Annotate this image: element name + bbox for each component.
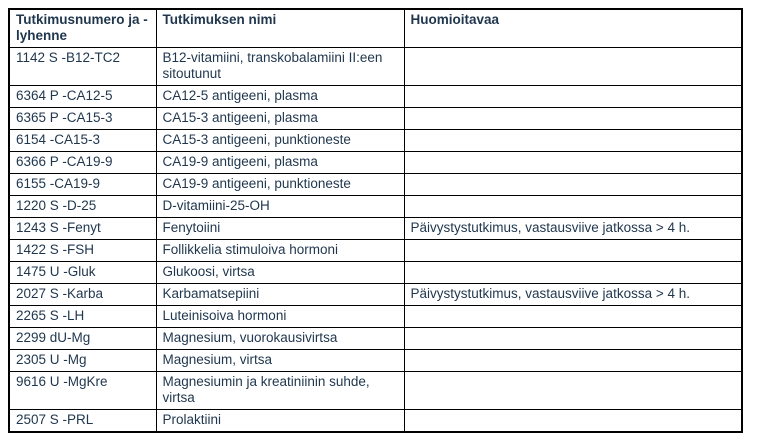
table-row [9, 262, 742, 284]
cell-name: CA19-9 antigeeni, punktioneste [156, 174, 404, 196]
cell-code: 6154 -CA15-3 [9, 130, 156, 152]
table-header-row [9, 9, 742, 48]
cell-name: CA15-3 antigeeni, plasma [156, 108, 404, 130]
table-row [9, 130, 742, 152]
cell-name: Magnesium, vuorokausivirtsa [156, 328, 404, 350]
table-row [9, 410, 742, 433]
table-row [9, 328, 742, 350]
table-row [9, 306, 742, 328]
cell-code: 1220 S -D-25 [9, 196, 156, 218]
cell-name: CA15-3 antigeeni, punktioneste [156, 130, 404, 152]
table-row [9, 48, 742, 86]
cell-name: Karbamatsepiini [156, 284, 404, 306]
cell-note [404, 86, 742, 108]
header-tutkimusnumero: Tutkimusnumero ja -lyhenne [9, 9, 156, 48]
table-row [9, 108, 742, 130]
table-row [9, 372, 742, 410]
cell-name: CA19-9 antigeeni, plasma [156, 152, 404, 174]
cell-note: Päivystystutkimus, vastausviive jatkossa > 4 h. [404, 284, 742, 306]
cell-note [404, 350, 742, 372]
cell-note: Päivystystutkimus, vastausviive jatkossa > 4 h. [404, 218, 742, 240]
table-row [9, 350, 742, 372]
cell-code: 6155 -CA19-9 [9, 174, 156, 196]
cell-code: 1243 S -Fenyt [9, 218, 156, 240]
cell-code: 2507 S -PRL [9, 410, 156, 433]
cell-note [404, 240, 742, 262]
header-tutkimuksen-nimi: Tutkimuksen nimi [156, 9, 404, 48]
table-row [9, 240, 742, 262]
cell-note [404, 174, 742, 196]
cell-name: CA12-5 antigeeni, plasma [156, 86, 404, 108]
table-row [9, 196, 742, 218]
cell-code: 9616 U -MgKre [9, 372, 156, 410]
cell-code: 2027 S -Karba [9, 284, 156, 306]
cell-note [404, 108, 742, 130]
cell-code: 1142 S -B12-TC2 [9, 48, 156, 86]
cell-name: Fenytoiini [156, 218, 404, 240]
cell-name: Magnesium, virtsa [156, 350, 404, 372]
cell-name: Prolaktiini [156, 410, 404, 433]
table-row [9, 174, 742, 196]
cell-code: 6366 P -CA19-9 [9, 152, 156, 174]
cell-name: B12-vitamiini, transkobalamiini II:een sitoutunut [156, 48, 404, 86]
cell-code: 1475 U -Gluk [9, 262, 156, 284]
cell-code: 6365 P -CA15-3 [9, 108, 156, 130]
cell-code: 1422 S -FSH [9, 240, 156, 262]
table-row [9, 86, 742, 108]
cell-code: 2265 S -LH [9, 306, 156, 328]
table-row [9, 152, 742, 174]
cell-note [404, 328, 742, 350]
cell-note [404, 262, 742, 284]
cell-name: Glukoosi, virtsa [156, 262, 404, 284]
cell-name: Luteinisoiva hormoni [156, 306, 404, 328]
cell-code: 2299 dU-Mg [9, 328, 156, 350]
cell-note [404, 152, 742, 174]
cell-name: Magnesiumin ja kreatiniinin suhde, virtsa [156, 372, 404, 410]
cell-note [404, 196, 742, 218]
cell-name: Follikkelia stimuloiva hormoni [156, 240, 404, 262]
cell-note [404, 372, 742, 410]
cell-note [404, 306, 742, 328]
cell-code: 2305 U -Mg [9, 350, 156, 372]
cell-code: 6364 P -CA12-5 [9, 86, 156, 108]
table-row [9, 284, 742, 306]
header-huomioitavaa: Huomioitavaa [404, 9, 742, 48]
lab-tests-table [8, 8, 743, 433]
cell-name: D-vitamiini-25-OH [156, 196, 404, 218]
table-row [9, 218, 742, 240]
cell-note [404, 410, 742, 433]
cell-note [404, 48, 742, 86]
cell-note [404, 130, 742, 152]
